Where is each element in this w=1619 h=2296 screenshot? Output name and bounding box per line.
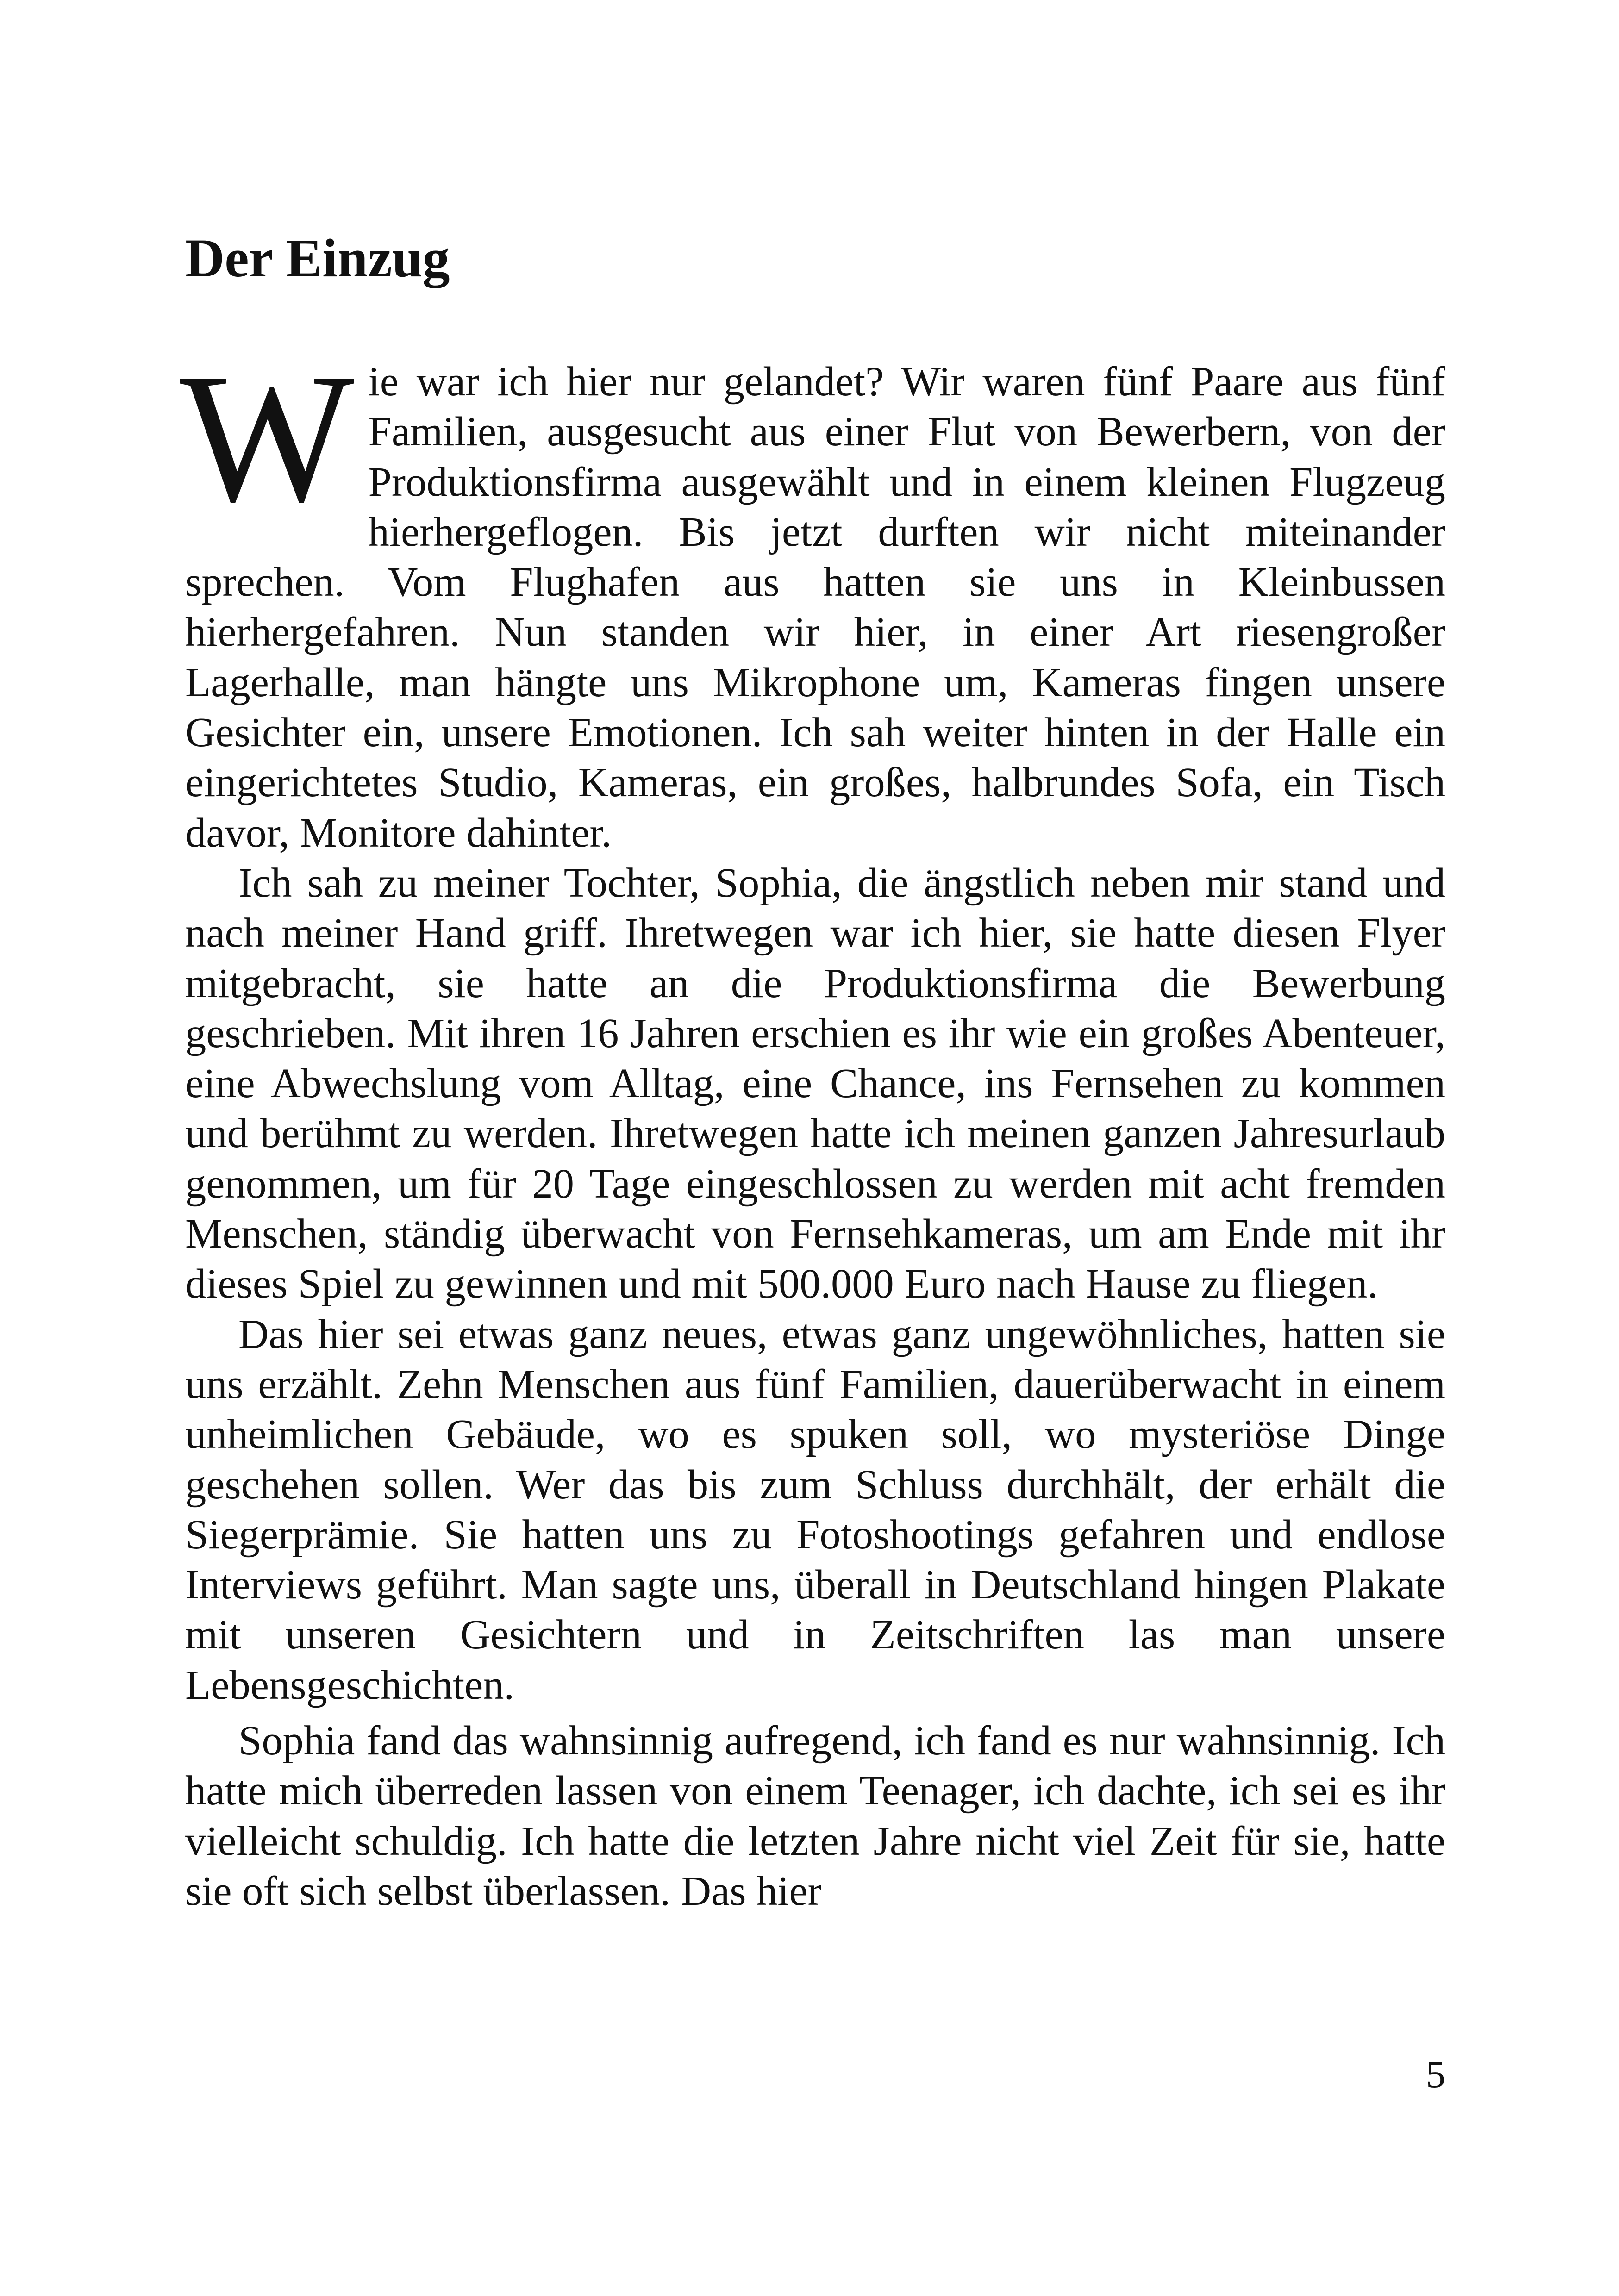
drop-cap: W (180, 335, 355, 540)
chapter-title: Der Einzug (185, 228, 450, 288)
body-text (180, 335, 1445, 1916)
paragraph-4: Sophia fand das wahnsinnig aufregend, ich fand es nur wahnsinnig. Ich hatte mich überreden lassen von einem Teenager, ich dachte, ich sei es ihr vielleicht schuldig. Ich hatte die letzten Jahre nicht viel Zeit für sie, hatte sie oft sich selbst überlassen. Das hier (185, 1717, 1445, 1914)
paragraph-1 (180, 335, 1445, 858)
paragraph-3: Das hier sei etwas ganz neues, etwas ganz ungewöhnliches, hatten sie uns erzählt. Zehn Menschen aus fünf Familien, dauerüberwacht in einem unheimlichen Gebäude, wo es spuken soll, wo mysteriöse Dinge geschehen sollen. Wer das bis zum Schluss durchhält, der erhält die Siegerprämie. Sie hatten uns zu Fotoshootings gefahren und endlose Interviews geführt. Man sagte uns, überall in Deutschland hingen Plakate mit unseren Gesichtern und in Zeitschriften las man unsere Lebensgeschichten. (185, 1310, 1445, 1708)
paragraph-1-text: ie war ich hier nur gelandet? Wir waren fünf Paare aus fünf Familien, ausgesucht aus einer Flut von Bewerbern, von der Produktionsfirma ausgewählt und in einem kleinen Flugzeug hierhergeflogen. Bis jetzt durften wir nicht miteinander sprechen. Vom Flughafen aus hatten sie uns in Kleinbussen hierhergefahren. Nun standen wir hier, in einer Art riesengroßer Lagerhalle, man hängte uns Mikrophone um, Kameras fingen unsere Gesichter ein, unsere Emotionen. Ich sah weiter hinten in der Halle ein eingerichtetes Studio, Kameras, ein großes, halbrundes Sofa, ein Tisch davor, Monitore dahinter. (185, 358, 1445, 856)
page-number: 5 (1426, 2053, 1445, 2096)
paragraph-2: Ich sah zu meiner Tochter, Sophia, die ängstlich neben mir stand und nach meiner Hand griff. Ihretwegen war ich hier, sie hatte diesen Flyer mitgebracht, sie hatte an die Produktionsfirma die Bewerbung geschrieben. Mit ihren 16 Jahren erschien es ihr wie ein großes Abenteuer, eine Abwechslung vom Alltag, eine Chance, ins Fernsehen zu kommen und berühmt zu werden. Ihretwegen hatte ich meinen ganzen Jahresurlaub genommen, um für 20 Tage eingeschlossen zu werden mit acht fremden Menschen, ständig überwacht von Fernsehkameras, um am Ende mit ihr dieses Spiel zu gewinnen und mit 500.000 Euro nach Hause zu fliegen. (185, 859, 1445, 1307)
